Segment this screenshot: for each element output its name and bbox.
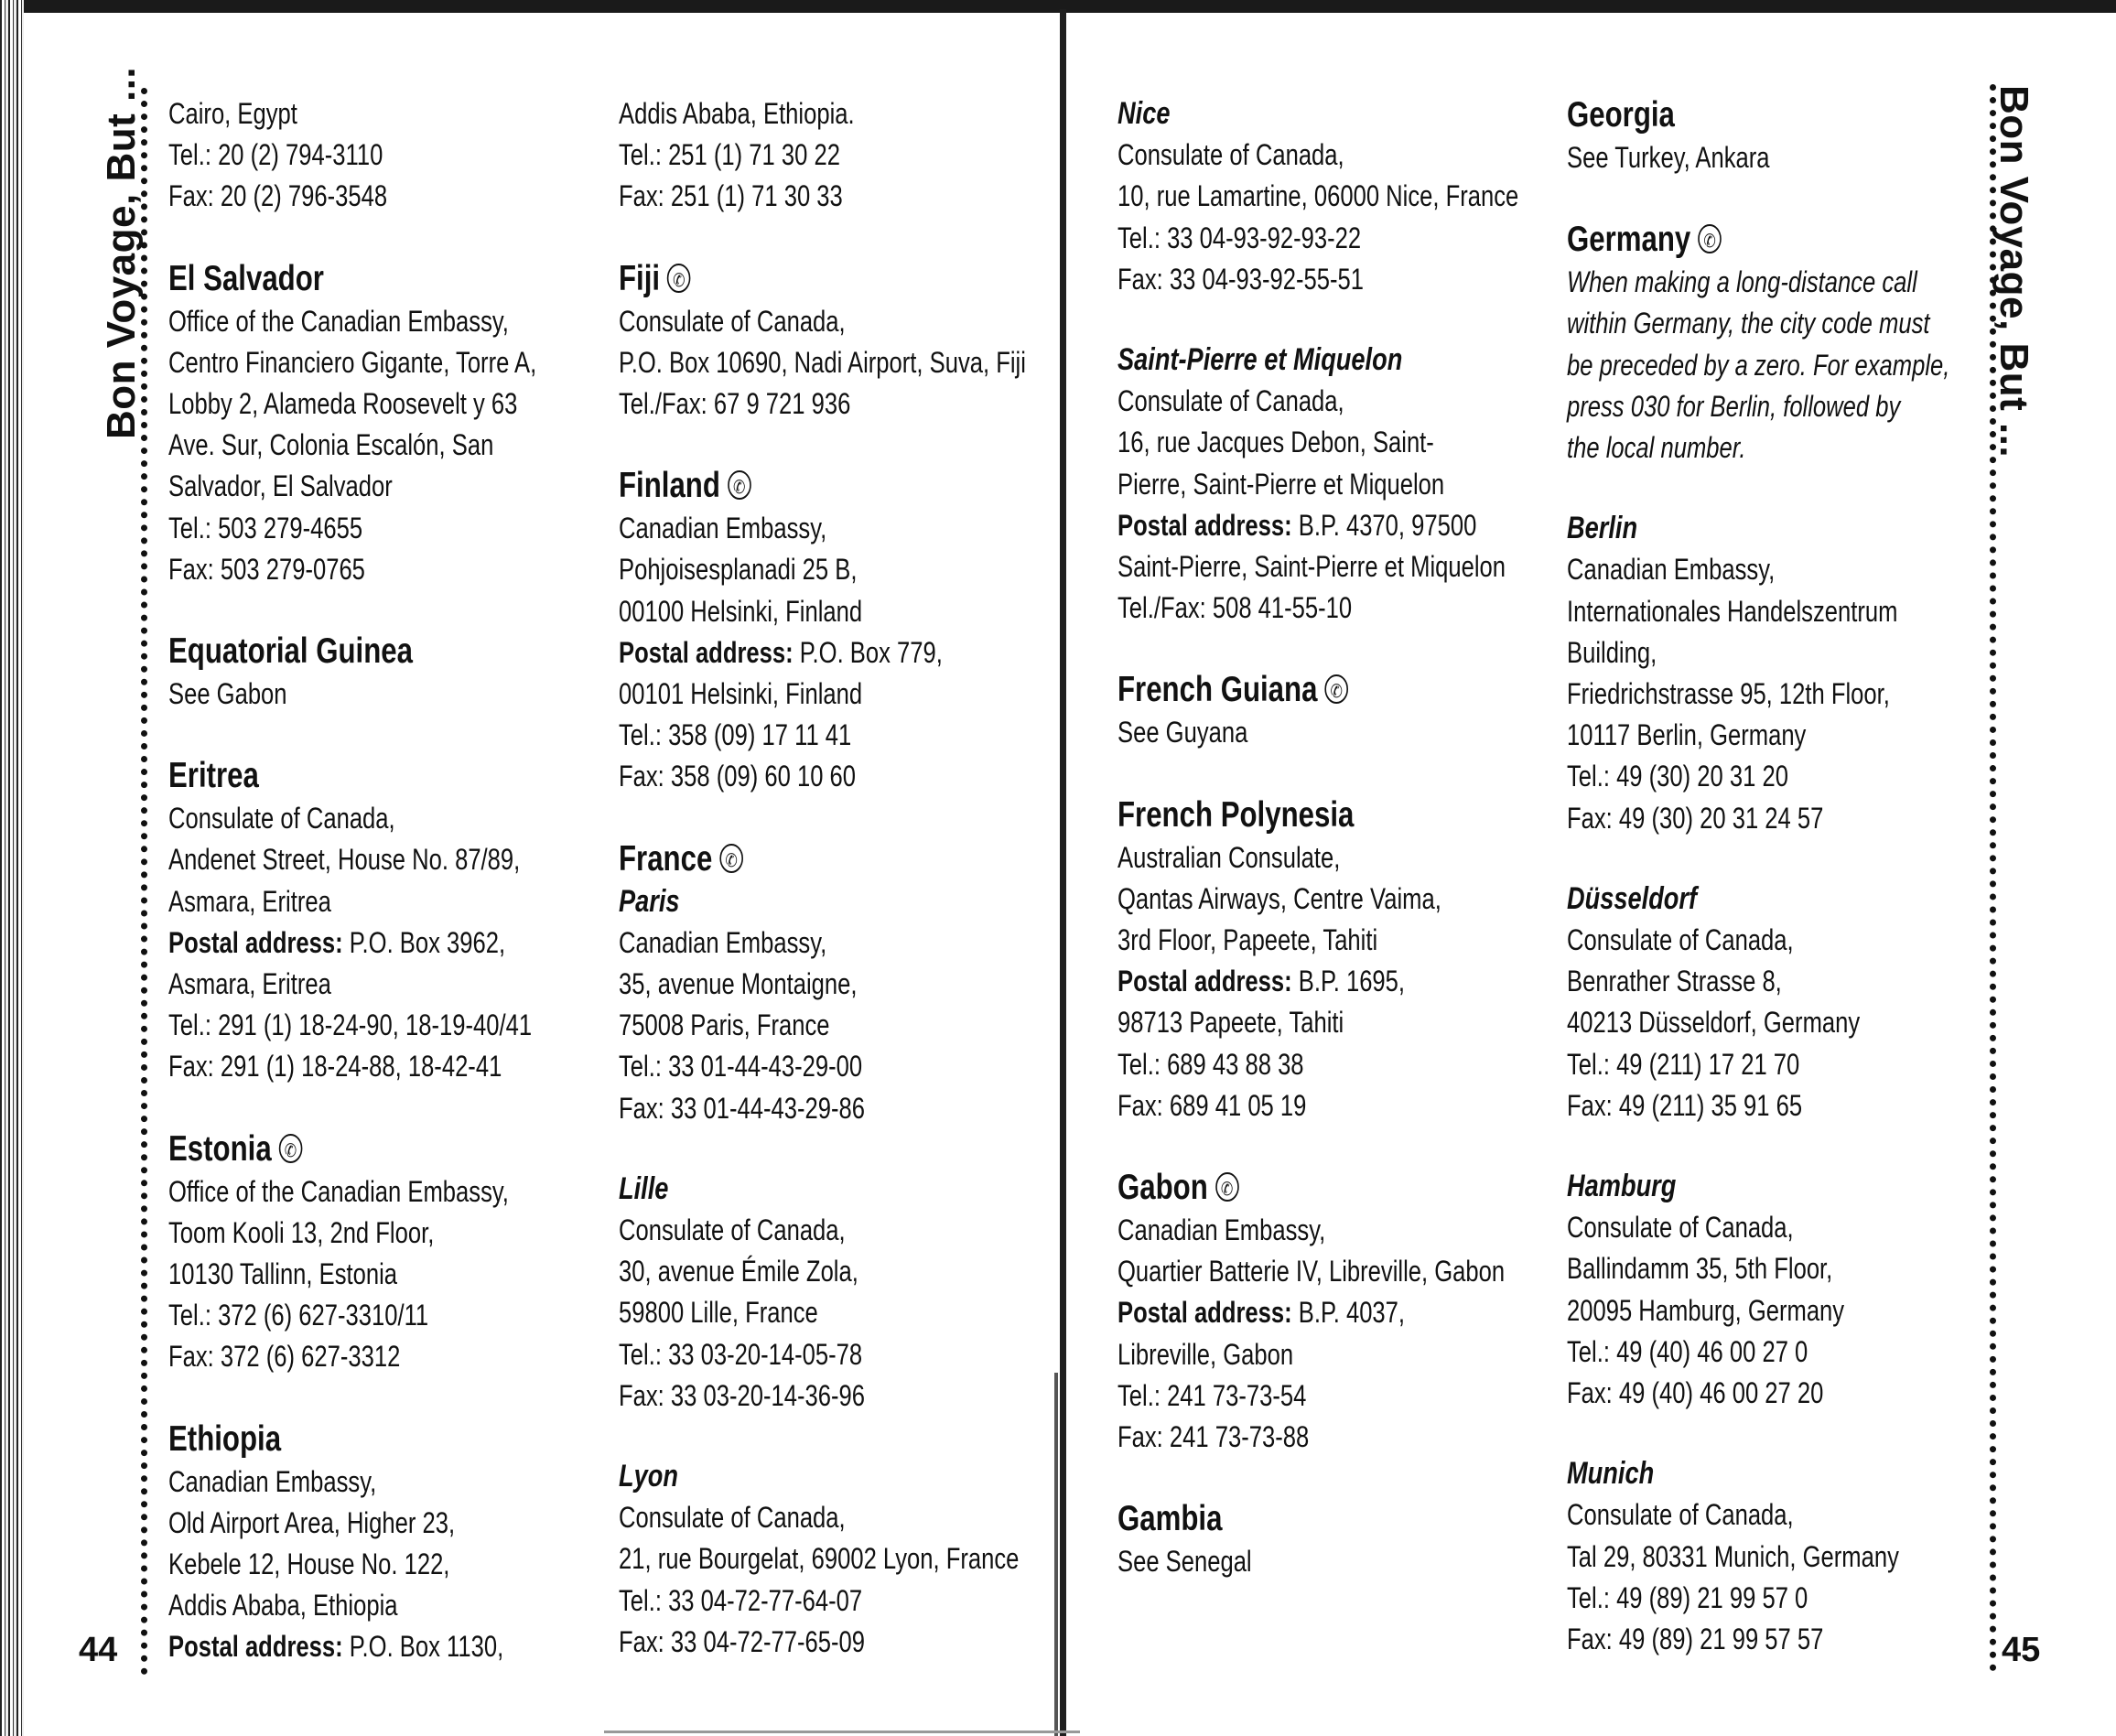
postal-label: Postal address: [168,1630,343,1664]
country-name: Finland [619,466,720,506]
directory-entry [168,93,536,218]
line-text: 59800 Lille, France [619,1296,818,1330]
entry-line [619,342,1026,383]
directory-entry [1117,1166,1518,1458]
line-text: Tel.: 49 (89) 21 99 57 0 [1567,1580,1808,1614]
country-heading [619,257,1026,301]
line-text: Fax: 49 (211) 35 91 65 [1567,1088,1803,1122]
entry-line [1117,1085,1518,1127]
line-text: Addis Ababa, Ethiopia. [619,97,855,130]
line-text: Building, [1567,635,1657,669]
directory-entry [168,630,536,715]
line-text: 75008 Paris, France [619,1008,830,1042]
entry-line [1117,1002,1518,1043]
running-head: Bon Voyage, But ... [1992,85,2036,458]
entry-line [619,1334,1026,1375]
line-text: 98713 Papeete, Tahiti [1117,1006,1344,1040]
entry-line [168,674,536,715]
directory-entry [1567,218,1949,469]
line-text: See Senegal [1117,1545,1252,1579]
text-column [168,93,536,1708]
line-text: B.P. 4370, 97500 [1291,508,1477,542]
entry-line [168,922,536,964]
entry-line [1567,1373,1949,1414]
line-text: P.O. Box 3962, [342,925,506,959]
entry-line [168,301,536,342]
text-column [619,93,1026,1702]
entry-line [619,1046,1026,1087]
entry-line [619,922,1026,964]
directory-entry [619,837,1026,1129]
line-text: P.O. Box 10690, Nadi Airport, Suva, Fiji [619,345,1026,379]
directory-entry [1117,340,1518,629]
entry-line [1567,345,1949,386]
entry-line [168,466,536,507]
entry-line [1567,1578,1949,1619]
line-text: Tel.: 372 (6) 627-3310/11 [168,1299,429,1332]
line-text: Canadian Embassy, [619,512,827,545]
entry-line [619,756,1026,797]
directory-entry [1117,1497,1518,1582]
line-text: Canadian Embassy, [168,1464,377,1498]
line-text: Tel./Fax: 508 41-55-10 [1117,591,1353,625]
country-heading [1117,1166,1518,1210]
line-text: 30, avenue Émile Zola, [619,1255,858,1289]
line-text: P.O. Box 1130, [342,1630,504,1664]
entry-line [1567,591,1949,632]
country-heading [168,630,536,674]
phone-icon [728,470,751,500]
line-text: Cairo, Egypt [168,97,297,130]
line-text: Asmara, Eritrea [168,884,331,918]
country-heading [619,464,1026,508]
entry-line [1567,632,1949,674]
line-text: Tel.: 503 279-4655 [168,511,363,545]
city-heading: Lille [619,1170,669,1206]
entry-line [1117,135,1518,176]
entry-line [168,383,536,425]
line-text: Pierre, Saint-Pierre et Miquelon [1117,467,1445,501]
line-text: 10117 Berlin, Germany [1567,718,1807,752]
entry-line [168,881,536,922]
line-text: Tel.: 33 01-44-43-29-00 [619,1050,863,1084]
line-text: Fax: 33 03-20-14-36-96 [619,1378,865,1412]
country-heading [168,754,536,798]
line-text: Fax: 49 (40) 46 00 27 20 [1567,1376,1824,1410]
line-text: 35, avenue Montaigne, [619,967,858,1001]
entry-line [1117,464,1518,505]
line-text: Tel.: 358 (09) 17 11 41 [619,718,852,752]
entry-line [168,1585,536,1626]
entry-line [168,176,536,217]
entry-line [619,1005,1026,1046]
country-name: Gambia [1117,1499,1223,1539]
directory-entry [1567,508,1949,839]
line-text: Canadian Embassy, [1117,1213,1326,1247]
line-text: Consulate of Canada, [1567,1498,1794,1532]
country-name: El Salvador [168,258,324,298]
entry-line [1567,549,1949,590]
postal-label: Postal address: [1117,1296,1292,1330]
line-text: Tel.: 291 (1) 18-24-90, 18-19-40/41 [168,1008,533,1042]
line-text: Ballindamm 35, 5th Floor, [1567,1252,1833,1286]
directory-entry [619,1456,1026,1663]
entry-line [1117,1292,1518,1333]
line-text: Internationales Handelszentrum [1567,594,1898,628]
entry-line [1567,920,1949,961]
phone-icon [279,1134,303,1163]
line-text: Tel./Fax: 67 9 721 936 [619,387,851,421]
page-number: 45 [2002,1631,2041,1669]
entry-line [1117,712,1518,753]
line-text: Tel.: 49 (211) 17 21 70 [1567,1047,1800,1081]
entry-line [168,549,536,590]
country-name: French Guiana [1117,670,1318,710]
entry-line [1567,961,1949,1002]
line-text: Tel.: 49 (30) 20 31 20 [1567,760,1788,793]
line-text: Office of the Canadian Embassy, [168,1174,509,1208]
line-text: Fax: 33 04-93-92-55-51 [1117,262,1364,296]
directory-entry [1117,793,1518,1127]
directory-entry [1567,93,1949,178]
entry-line [1117,588,1518,629]
entry-line [168,1503,536,1544]
country-heading [168,1127,536,1171]
line-text: Office of the Canadian Embassy, [168,304,509,338]
entry-line [619,1088,1026,1129]
phone-icon [719,844,743,873]
entry-line [1567,1207,1949,1248]
entry-line [1117,505,1518,546]
entry-line [619,508,1026,549]
entry-line [1117,1251,1518,1292]
directory-entry [168,1127,536,1378]
directory-entry [1567,1166,1949,1414]
line-text: Tel.: 33 03-20-14-05-78 [619,1337,863,1371]
entry-line [1117,1044,1518,1085]
entry-line [1117,920,1518,961]
entry-line [619,135,1026,176]
country-heading [619,837,1026,881]
phone-icon [1215,1172,1239,1202]
country-name: Estonia [168,1128,272,1169]
entry-line [1567,1085,1949,1127]
entry-line [619,1622,1026,1663]
line-text: Fax: 49 (30) 20 31 24 57 [1567,801,1824,835]
line-text: Lobby 2, Alameda Roosevelt y 63 [168,387,518,421]
entry-line [1567,798,1949,839]
postal-label: Postal address: [168,925,343,959]
line-text: Old Airport Area, Higher 23, [168,1505,456,1539]
line-text: Fax: 241 73-73-88 [1117,1420,1310,1454]
line-text: 10130 Tallinn, Estonia [168,1257,398,1291]
line-text: Australian Consulate, [1117,840,1341,874]
line-text: 40213 Düsseldorf, Germany [1567,1006,1861,1040]
entry-line [1117,1210,1518,1251]
entry-line [1117,1417,1518,1458]
line-text: Canadian Embassy, [619,925,827,959]
line-text: 10, rue Lamartine, 06000 Nice, France [1117,179,1519,213]
entry-line [168,1046,536,1087]
city-heading: Nice [1117,96,1171,131]
line-text: Addis Ababa, Ethiopia [168,1589,398,1623]
country-heading [168,257,536,301]
entry-line [1567,1537,1949,1578]
line-text: Qantas Airways, Centre Vaima, [1117,881,1441,915]
line-text: See Turkey, Ankara [1567,141,1770,174]
right-page [1066,0,2116,1736]
line-text: 21, rue Bourgelat, 69002 Lyon, France [619,1542,1020,1576]
entry-line [1567,262,1949,303]
entry-line [168,342,536,383]
country-heading [1117,1497,1518,1541]
line-text: Consulate of Canada, [1567,1211,1794,1245]
country-name: Equatorial Guinea [168,631,413,672]
line-text: Consulate of Canada, [619,1501,846,1535]
entry-line [1117,259,1518,300]
line-text: Benrather Strasse 8, [1567,965,1782,998]
entry-line [168,1171,536,1213]
entry-line [168,798,536,839]
entry-line [1567,1044,1949,1085]
country-name: Eritrea [168,756,259,796]
entry-line [619,632,1026,674]
entry-line [168,508,536,549]
line-text: Fax: 49 (89) 21 99 57 57 [1567,1623,1824,1656]
entry-line [619,1210,1026,1251]
entry-line [168,1213,536,1254]
line-text: Tel.: 251 (1) 71 30 22 [619,138,840,172]
city-heading: Paris [619,883,680,919]
line-text: Fax: 291 (1) 18-24-88, 18-42-41 [168,1050,502,1084]
entry-line [619,591,1026,632]
entry-line [1567,1002,1949,1043]
entry-line [168,1461,536,1503]
directory-entry [1117,668,1518,753]
line-text: Tel.: 49 (40) 46 00 27 0 [1567,1334,1808,1368]
line-text: P.O. Box 779, [793,635,943,669]
line-text: Consulate of Canada, [619,304,846,338]
entry-line [168,425,536,466]
country-heading [1567,93,1949,137]
line-text: Pohjoisesplanadi 25 B, [619,553,858,587]
entry-line [1567,1619,1949,1660]
entry-line [168,1336,536,1377]
line-text: Tel.: 33 04-72-77-64-07 [619,1583,863,1617]
entry-line [168,1626,536,1667]
entry-line [1567,756,1949,797]
entry-line [1117,218,1518,259]
line-text: Tel.: 241 73-73-54 [1117,1378,1307,1412]
entry-line [168,93,536,135]
city-heading: Lyon [619,1459,678,1494]
entry-line [1567,137,1949,178]
line-text: Tel.: 33 04-93-92-93-22 [1117,221,1362,254]
book-gutter [1060,9,1066,1736]
entry-line [168,964,536,1005]
entry-line [1567,1332,1949,1373]
entry-line [1117,1541,1518,1582]
line-text: Consulate of Canada, [1117,138,1344,172]
line-text: Consulate of Canada, [1567,923,1794,957]
line-text: Fax: 33 01-44-43-29-86 [619,1091,865,1125]
line-text: Saint-Pierre, Saint-Pierre et Miquelon [1117,550,1506,584]
directory-entry [1567,1453,1949,1660]
country-name: Germany [1567,220,1691,260]
note-text: be preceded by a zero. For example, [1567,348,1950,382]
city-heading: Hamburg [1567,1169,1677,1204]
line-text: Libreville, Gabon [1117,1337,1294,1371]
phone-icon [667,264,691,293]
text-column [1117,93,1518,1622]
directory-entry [168,257,536,590]
line-text: Centro Financiero Gigante, Torre A, [168,345,537,379]
country-name: Gabon [1117,1168,1208,1208]
postal-label: Postal address: [619,635,794,669]
line-text: 16, rue Jacques Debon, Saint- [1117,426,1434,459]
line-text: Quartier Batterie IV, Libreville, Gabon [1117,1255,1506,1289]
country-name: Ethiopia [168,1418,282,1459]
entry-line [619,1580,1026,1622]
entry-line [619,549,1026,590]
postal-label: Postal address: [1117,508,1292,542]
text-column [1567,93,1949,1699]
country-heading [168,1418,536,1461]
line-text: Fax: 689 41 05 19 [1117,1088,1307,1122]
entry-line [1567,427,1949,469]
note-text: When making a long-distance call [1567,265,1917,299]
entry-line [619,1375,1026,1417]
entry-line [1567,1494,1949,1536]
entry-line [168,135,536,176]
line-text: Fax: 20 (2) 796-3548 [168,179,388,213]
directory-entry [168,754,536,1087]
entry-line [1567,715,1949,756]
country-heading [1117,668,1518,712]
line-text: 20095 Hamburg, Germany [1567,1293,1845,1327]
line-text: Fax: 358 (09) 60 10 60 [619,760,857,793]
entry-line [1117,422,1518,463]
line-text: Kebele 12, House No. 122, [168,1547,450,1581]
line-text: 00100 Helsinki, Finland [619,594,863,628]
line-text: 3rd Floor, Papeete, Tahiti [1117,923,1378,957]
line-text: Friedrichstrasse 95, 12th Floor, [1567,677,1890,711]
city-heading: Düsseldorf [1567,880,1698,916]
entry-line [619,1538,1026,1580]
line-text: Fax: 503 279-0765 [168,552,365,586]
line-text: See Guyana [1117,716,1248,749]
line-text: Fax: 33 04-72-77-65-09 [619,1624,865,1658]
directory-entry [1117,93,1518,300]
line-text: Tel.: 20 (2) 794-3110 [168,138,383,172]
entry-line [619,1292,1026,1333]
entry-line [619,715,1026,756]
entry-line [1567,386,1949,427]
entry-line [619,176,1026,217]
running-head: Bon Voyage, But ... [99,66,144,439]
directory-entry [619,1169,1026,1417]
line-text: Ave. Sur, Colonia Escalón, San [168,428,494,462]
city-heading: Munich [1567,1456,1655,1492]
entry-line [1567,1290,1949,1332]
line-text: Tal 29, 80331 Munich, Germany [1567,1539,1899,1573]
note-text: press 030 for Berlin, followed by [1567,389,1901,423]
entry-line [1117,961,1518,1002]
entry-line [168,839,536,880]
entry-line [1567,1248,1949,1289]
entry-line [1117,1334,1518,1375]
line-text: Consulate of Canada, [168,802,395,836]
entry-line [1117,879,1518,920]
postal-label: Postal address: [1117,965,1292,998]
entry-line [168,1544,536,1585]
entry-line [1117,546,1518,588]
line-text: B.P. 4037, [1291,1296,1406,1330]
country-name: French Polynesia [1117,794,1355,835]
entry-line [619,93,1026,135]
line-text: Consulate of Canada, [1117,384,1344,418]
line-text: Fax: 251 (1) 71 30 33 [619,179,843,213]
line-text: Canadian Embassy, [1567,553,1776,587]
entry-line [619,1497,1026,1538]
line-text: Asmara, Eritrea [168,967,331,1001]
directory-entry [168,1418,536,1668]
line-text: 00101 Helsinki, Finland [619,677,863,711]
entry-line [1117,381,1518,422]
entry-line [1567,674,1949,715]
country-name: France [619,838,713,879]
entry-line [1117,176,1518,217]
phone-icon [1698,224,1722,253]
page-number: 44 [79,1631,118,1669]
entry-line [168,1005,536,1046]
line-text: B.P. 1695, [1291,965,1406,998]
line-text: See Gabon [168,677,287,711]
entry-line [1567,303,1949,344]
country-heading [1117,793,1518,837]
note-text: the local number. [1567,431,1746,465]
line-text: Fax: 372 (6) 627-3312 [168,1340,401,1374]
line-text: Consulate of Canada, [619,1213,846,1247]
city-heading: Saint-Pierre et Miquelon [1117,342,1403,378]
entry-line [1117,1375,1518,1417]
entry-line [168,1295,536,1336]
country-heading [1567,218,1949,262]
entry-line [619,674,1026,715]
city-heading: Berlin [1567,511,1638,546]
phone-icon [1324,674,1348,704]
entry-line [619,1251,1026,1292]
entry-line [619,964,1026,1005]
note-text: within Germany, the city code must [1567,307,1930,340]
directory-entry [619,257,1026,426]
country-name: Georgia [1567,95,1675,135]
directory-entry [1567,879,1949,1127]
entry-line [619,301,1026,342]
line-text: Tel.: 689 43 88 38 [1117,1047,1304,1081]
line-text: Toom Kooli 13, 2nd Floor, [168,1215,435,1249]
entry-line [619,383,1026,425]
entry-line [168,1254,536,1295]
country-name: Fiji [619,258,661,298]
directory-entry [619,93,1026,218]
entry-line [1117,837,1518,879]
line-text: Salvador, El Salvador [168,469,393,503]
line-text: Andenet Street, House No. 87/89, [168,843,521,877]
directory-entry [619,464,1026,797]
